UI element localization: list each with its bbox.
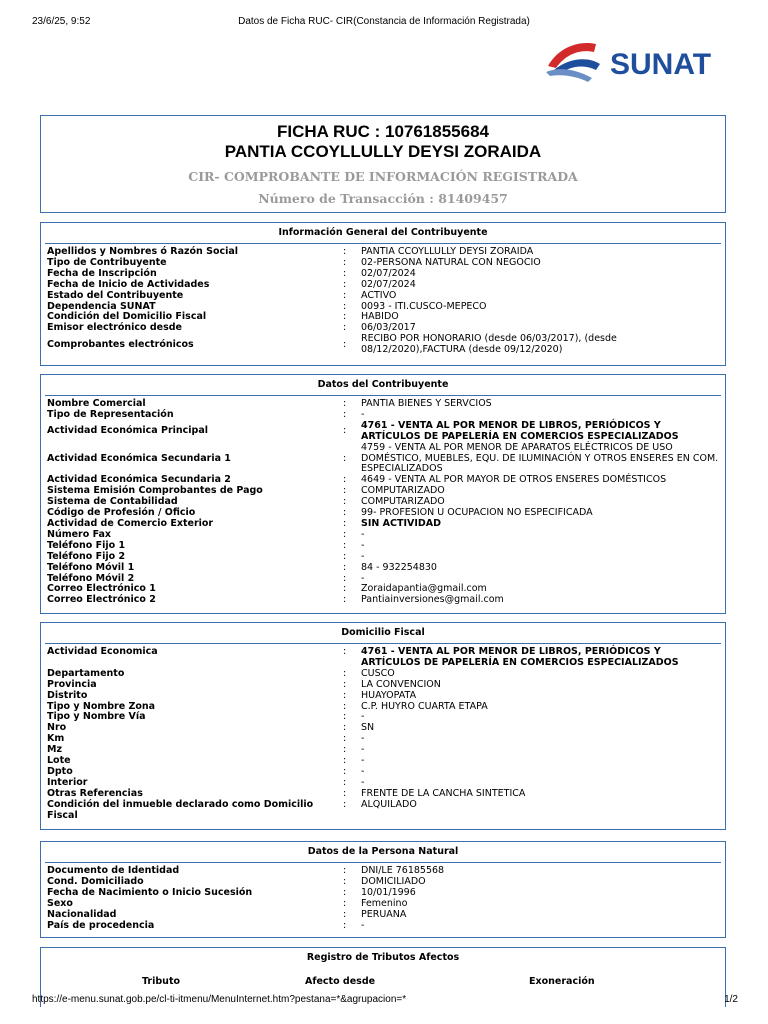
field-row bbox=[47, 563, 719, 574]
ficha-ruc-title: FICHA RUC : 10761855684 bbox=[277, 122, 489, 141]
field-value: RECIBO POR HONORARIO (desde 06/03/2017), (desde 08/12/2020),FACTURA (desde 09/12/2020) bbox=[361, 333, 617, 356]
field-separator: : bbox=[343, 798, 347, 810]
field-separator: : bbox=[343, 700, 347, 712]
field-value: 0093 - ITI.CUSCO-MEPECO bbox=[361, 300, 487, 312]
field-row bbox=[47, 712, 719, 723]
field-value: 02/07/2024 bbox=[361, 278, 416, 290]
section-rows bbox=[41, 863, 725, 935]
field-separator: : bbox=[343, 919, 347, 931]
print-url: https://e-menu.sunat.gob.pe/cl-ti-itmenu/MenuInternet.htm?pestana=*&agrupacion=* bbox=[32, 994, 407, 1005]
field-value: PANTIA CCOYLLULLY DEYSI ZORAIDA bbox=[361, 246, 534, 257]
field-label: Código de Profesión / Oficio bbox=[47, 507, 196, 519]
section-title: Registro de Tributos Afectos bbox=[306, 952, 460, 963]
logo-text: SUNAT bbox=[610, 48, 712, 81]
field-label: Emisor electrónico desde bbox=[47, 322, 182, 334]
field-label: Fecha de Inicio de Actividades bbox=[47, 278, 210, 290]
field-row bbox=[47, 541, 719, 552]
field-label: Sexo bbox=[47, 897, 73, 909]
field-label: Cond. Domiciliado bbox=[47, 875, 144, 887]
field-separator: : bbox=[343, 594, 347, 606]
field-value: DNI/LE 76185568 bbox=[361, 865, 445, 876]
field-label: Condición del Domicilio Fiscal bbox=[47, 311, 207, 323]
field-row bbox=[47, 443, 719, 476]
field-separator: : bbox=[343, 561, 347, 573]
field-separator: : bbox=[343, 744, 347, 756]
field-value: HABIDO bbox=[361, 311, 399, 323]
field-separator: : bbox=[343, 496, 347, 508]
field-separator: : bbox=[343, 908, 347, 920]
field-label: Tipo y Nombre Zona bbox=[47, 700, 156, 712]
field-value: - bbox=[361, 919, 365, 931]
field-label: Actividad Económica Principal bbox=[47, 425, 209, 437]
field-value: - bbox=[361, 744, 365, 756]
field-row bbox=[47, 552, 719, 563]
field-value: 84 - 932254830 bbox=[361, 561, 437, 573]
field-value: - bbox=[361, 765, 365, 777]
field-row bbox=[47, 800, 719, 822]
field-value: - bbox=[361, 550, 365, 562]
field-label: Km bbox=[47, 733, 65, 745]
field-label: Mz bbox=[47, 744, 62, 756]
field-row bbox=[47, 680, 719, 691]
field-value: FRENTE DE LA CANCHA SINTETICA bbox=[361, 787, 526, 799]
field-value: Pantiainversiones@gmail.com bbox=[361, 594, 504, 606]
print-header bbox=[32, 16, 736, 30]
field-value: HUAYOPATA bbox=[361, 689, 417, 701]
field-value: 06/03/2017 bbox=[361, 322, 416, 334]
field-value: 4761 - VENTA AL POR MENOR DE LIBROS, PERIÓDICOS Y ARTÍCULOS DE PAPELERÍA EN COMERCIOS ESPECIALIZADOS bbox=[361, 646, 679, 668]
field-label: Actividad Economica bbox=[47, 646, 158, 657]
field-separator: : bbox=[343, 886, 347, 898]
section-title: Datos del Contribuyente bbox=[45, 375, 721, 396]
field-row bbox=[47, 291, 719, 302]
field-value: ALQUILADO bbox=[361, 798, 417, 810]
field-label: Otras Referencias bbox=[47, 787, 143, 799]
field-separator: : bbox=[343, 733, 347, 745]
field-label: Teléfono Fijo 1 bbox=[47, 539, 126, 551]
field-label: Comprobantes electrónicos bbox=[47, 338, 194, 350]
field-label: Fecha de Nacimiento o Inicio Sucesión bbox=[47, 886, 253, 898]
field-separator: : bbox=[343, 550, 347, 562]
field-label: Teléfono Fijo 2 bbox=[47, 550, 126, 562]
field-label: Distrito bbox=[47, 689, 88, 701]
column-header-afecto-desde: Afecto desde bbox=[305, 976, 376, 987]
section-rows bbox=[41, 396, 725, 610]
field-label: País de procedencia bbox=[47, 919, 155, 931]
page-number: 1/2 bbox=[724, 994, 738, 1005]
field-separator: : bbox=[343, 765, 347, 777]
field-separator: : bbox=[343, 787, 347, 799]
field-label: Tipo de Representación bbox=[47, 408, 174, 420]
field-separator: : bbox=[343, 485, 347, 497]
field-row bbox=[47, 756, 719, 767]
field-row bbox=[47, 745, 719, 756]
field-value: PERUANA bbox=[361, 908, 407, 920]
field-label: Interior bbox=[47, 776, 88, 788]
field-separator: : bbox=[343, 678, 347, 690]
field-value: SN bbox=[361, 722, 375, 734]
field-separator: : bbox=[343, 572, 347, 584]
field-label: Sistema de Contabilidad bbox=[47, 496, 178, 508]
field-label: Correo Electrónico 1 bbox=[47, 583, 156, 595]
field-value: - bbox=[361, 528, 365, 540]
field-label: Número Fax bbox=[47, 528, 112, 540]
field-row bbox=[47, 767, 719, 778]
field-label: Lote bbox=[47, 755, 71, 767]
field-value: - bbox=[361, 711, 365, 723]
field-value: - bbox=[361, 755, 365, 767]
field-value: 4649 - VENTA AL POR MAYOR DE OTROS ENSERES DOMÉSTICOS bbox=[361, 474, 667, 486]
field-label: Fecha de Inscripción bbox=[47, 267, 157, 279]
field-value: 02-PERSONA NATURAL CON NEGOCIO bbox=[361, 256, 541, 268]
field-value: COMPUTARIZADO bbox=[361, 496, 445, 508]
sunat-logo-mark bbox=[544, 36, 726, 84]
field-separator: : bbox=[343, 583, 347, 595]
field-separator: : bbox=[343, 755, 347, 767]
field-row bbox=[47, 595, 719, 606]
field-row bbox=[47, 734, 719, 745]
field-value: CUSCO bbox=[361, 667, 395, 679]
field-row bbox=[47, 723, 719, 734]
field-separator: : bbox=[343, 722, 347, 734]
taxes-table-header bbox=[41, 968, 725, 987]
contributor-name: PANTIA CCOYLLULLY DEYSI ZORAIDA bbox=[224, 142, 542, 161]
field-separator: : bbox=[343, 474, 347, 486]
field-value: 99- PROFESION U OCUPACION NO ESPECIFICADA bbox=[361, 507, 593, 519]
print-title: Datos de Ficha RUC- CIR(Constancia de Información Registrada) bbox=[238, 16, 530, 27]
field-separator: : bbox=[343, 528, 347, 540]
field-value: DOMICILIADO bbox=[361, 875, 426, 887]
section-title: Información General del Contribuyente bbox=[45, 223, 721, 244]
field-separator: : bbox=[343, 646, 347, 657]
title-box bbox=[40, 115, 726, 213]
transaction-number: Número de Transacción : 81409457 bbox=[258, 191, 508, 206]
field-label: Documento de Identidad bbox=[47, 865, 180, 876]
field-label: Teléfono Móvil 1 bbox=[47, 561, 135, 573]
field-value: 4761 - VENTA AL POR MENOR DE LIBROS, PERIÓDICOS Y ARTÍCULOS DE PAPELERÍA EN COMERCIOS ESPECIALIZADOS bbox=[361, 419, 679, 442]
section-rows bbox=[41, 644, 725, 826]
field-label: Actividad Económica Secundaria 2 bbox=[47, 474, 231, 486]
field-separator: : bbox=[343, 452, 347, 464]
field-value: - bbox=[361, 572, 365, 584]
field-separator: : bbox=[343, 865, 347, 876]
column-header-tributo: Tributo bbox=[142, 976, 181, 987]
field-separator: : bbox=[343, 711, 347, 723]
field-value: - bbox=[361, 733, 365, 745]
field-label: Tipo y Nombre Vía bbox=[47, 711, 146, 723]
field-row bbox=[47, 334, 719, 356]
field-row bbox=[47, 921, 719, 932]
field-separator: : bbox=[343, 246, 347, 257]
field-label: Provincia bbox=[47, 678, 97, 690]
field-label: Estado del Contribuyente bbox=[47, 289, 184, 301]
field-value: 10/01/1996 bbox=[361, 886, 416, 898]
field-row bbox=[47, 910, 719, 921]
field-row bbox=[47, 519, 719, 530]
field-row bbox=[47, 280, 719, 291]
field-separator: : bbox=[343, 289, 347, 301]
field-separator: : bbox=[343, 300, 347, 312]
field-separator: : bbox=[343, 322, 347, 334]
field-label: Nro bbox=[47, 722, 67, 734]
field-row bbox=[47, 647, 719, 669]
field-row bbox=[47, 691, 719, 702]
field-separator: : bbox=[343, 667, 347, 679]
field-separator: : bbox=[343, 776, 347, 788]
field-separator: : bbox=[343, 507, 347, 519]
field-label: Sistema Emisión Comprobantes de Pago bbox=[47, 485, 263, 497]
cir-subtitle: CIR- COMPROBANTE DE INFORMACIÓN REGISTRADA bbox=[188, 169, 578, 184]
field-label: Apellidos y Nombres ó Razón Social bbox=[47, 246, 239, 257]
field-label: Dpto bbox=[47, 765, 73, 777]
field-value: SIN ACTIVIDAD bbox=[361, 517, 441, 529]
field-label: Actividad de Comercio Exterior bbox=[47, 517, 214, 529]
field-separator: : bbox=[343, 875, 347, 887]
section-title: Datos de la Persona Natural bbox=[45, 842, 721, 863]
field-label: Departamento bbox=[47, 667, 125, 679]
field-separator: : bbox=[343, 267, 347, 279]
field-value: PANTIA BIENES Y SERVCIOS bbox=[361, 398, 492, 409]
section-rows bbox=[41, 244, 725, 360]
field-separator: : bbox=[343, 398, 347, 409]
field-separator: : bbox=[343, 689, 347, 701]
field-label: Correo Electrónico 2 bbox=[47, 594, 156, 606]
field-value: - bbox=[361, 776, 365, 788]
field-value: - bbox=[361, 408, 365, 420]
field-value: 4759 - VENTA AL POR MENOR DE APARATOS ELÉCTRICOS DE USO DOMÉSTICO, MUEBLES, EQU. DE ILUMINACIÓN Y OTROS ENSERES EN COM. ESPECIALIZADOS bbox=[361, 441, 719, 475]
field-row bbox=[47, 530, 719, 541]
section-fiscal-address bbox=[40, 622, 726, 830]
print-date: 23/6/25, 9:52 bbox=[32, 16, 91, 27]
field-separator: : bbox=[343, 256, 347, 268]
field-value: Femenino bbox=[361, 897, 408, 909]
field-value: Zoraidapantia@gmail.com bbox=[361, 583, 487, 595]
field-value: - bbox=[361, 539, 365, 551]
field-label: Nombre Comercial bbox=[47, 398, 146, 409]
column-header-exoneracion: Exoneración bbox=[529, 976, 595, 987]
field-value: COMPUTARIZADO bbox=[361, 485, 445, 497]
field-row bbox=[47, 702, 719, 713]
field-separator: : bbox=[343, 425, 347, 437]
field-separator: : bbox=[343, 517, 347, 529]
field-label: Teléfono Móvil 2 bbox=[47, 572, 135, 584]
sunat-logo bbox=[544, 36, 726, 84]
field-label: Actividad Económica Secundaria 1 bbox=[47, 452, 231, 464]
section-general-info bbox=[40, 222, 726, 366]
field-value: ACTIVO bbox=[361, 289, 397, 301]
field-value: LA CONVENCION bbox=[361, 678, 441, 690]
field-label: Tipo de Contribuyente bbox=[47, 256, 167, 268]
field-label: Nacionalidad bbox=[47, 908, 117, 920]
field-separator: : bbox=[343, 311, 347, 323]
field-row bbox=[47, 421, 719, 443]
field-label: Dependencia SUNAT bbox=[47, 300, 156, 312]
print-footer bbox=[32, 994, 738, 1008]
field-value: 02/07/2024 bbox=[361, 267, 416, 279]
section-title: Domicilio Fiscal bbox=[45, 623, 721, 644]
field-separator: : bbox=[343, 408, 347, 420]
section-contributor-data bbox=[40, 374, 726, 614]
field-separator: : bbox=[343, 338, 347, 350]
field-row bbox=[47, 899, 719, 910]
field-value: C.P. HUYRO CUARTA ETAPA bbox=[361, 700, 488, 712]
field-label: Condición del inmueble declarado como Domicilio Fiscal bbox=[47, 798, 314, 821]
section-natural-person bbox=[40, 841, 726, 938]
field-separator: : bbox=[343, 897, 347, 909]
field-separator: : bbox=[343, 539, 347, 551]
field-separator: : bbox=[343, 278, 347, 290]
